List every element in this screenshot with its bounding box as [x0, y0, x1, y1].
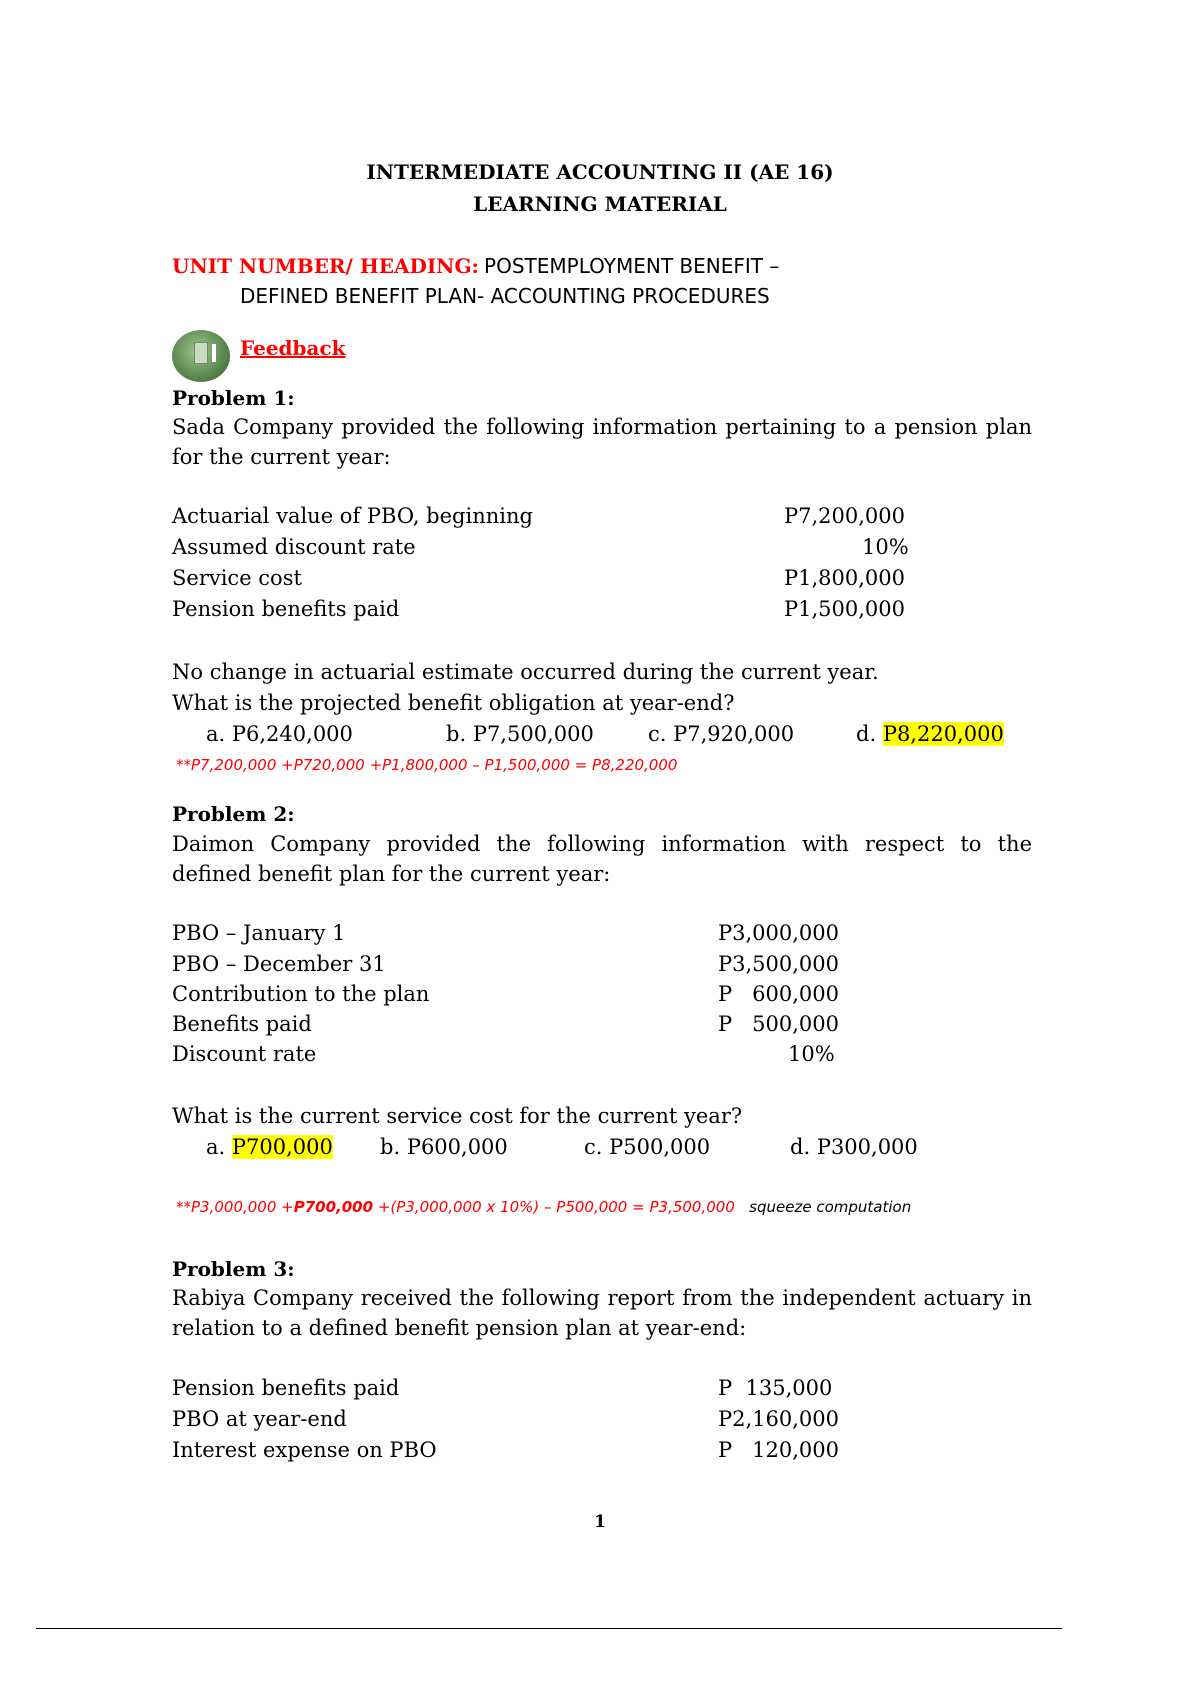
problem3-item-value: P 135,000 [718, 1376, 833, 1400]
problem2-intro: Daimon Company provided the following information with respect to the defined benefit plan for the current year: [172, 832, 1032, 886]
problem2-item-value: P 600,000 [718, 982, 839, 1006]
squeeze-note: squeeze computation [749, 1198, 912, 1216]
info-bar-icon [212, 344, 216, 362]
unit-heading [172, 254, 779, 278]
problem2-item-value: P3,500,000 [718, 952, 840, 976]
problem1-choice-c: c. P7,920,000 [648, 722, 795, 746]
unit-title-line2: DEFINED BENEFIT PLAN- ACCOUNTING PROCEDURES [240, 284, 770, 308]
problem2-item-value: 10% [788, 1042, 835, 1066]
problem1-item-label: Pension benefits paid [172, 597, 400, 621]
problem1-question: What is the projected benefit obligation at year-end? [172, 691, 735, 715]
problem1-item-label: Service cost [172, 566, 302, 590]
problem1-choice-a: a. P6,240,000 [206, 722, 353, 746]
feedback-icon [172, 330, 230, 382]
problem3-intro: Rabiya Company received the following report from the independent actuary in relation to a defined benefit pension plan at year-end: [172, 1286, 1032, 1340]
problem2-item-label: PBO – January 1 [172, 921, 346, 945]
problem2-choice-b: b. P600,000 [380, 1135, 508, 1159]
problem2-item-value: P 500,000 [718, 1012, 839, 1036]
problem2-item-value: P3,000,000 [718, 921, 840, 945]
problem1-solution: **P7,200,000 +P720,000 +P1,800,000 – P1,500,000 = P8,220,000 [176, 756, 678, 774]
problem2-choice-c: c. P500,000 [584, 1135, 711, 1159]
problem1-choice-d: d. P8,220,000 [856, 722, 1004, 746]
problem1-item-value: 10% [862, 535, 909, 559]
problem3-item-label: PBO at year-end [172, 1407, 347, 1431]
problem2-item-label: PBO – December 31 [172, 952, 386, 976]
problem2-item-label: Benefits paid [172, 1012, 312, 1036]
problem1-item-value: P1,800,000 [784, 566, 906, 590]
problem2-item-label: Discount rate [172, 1042, 317, 1066]
problem1-item-label: Actuarial value of PBO, beginning [172, 504, 533, 528]
problem2-heading: Problem 2: [172, 802, 295, 826]
problem1-note: No change in actuarial estimate occurred during the current year. [172, 660, 879, 684]
problem1-item-value: P1,500,000 [784, 597, 906, 621]
problem3-heading: Problem 3: [172, 1257, 295, 1281]
problem1-heading: Problem 1: [172, 386, 295, 410]
problem2-question: What is the current service cost for the current year? [172, 1104, 743, 1128]
problem2-item-label: Contribution to the plan [172, 982, 430, 1006]
problem1-item-value: P7,200,000 [784, 504, 906, 528]
problem1-intro: Sada Company provided the following information pertaining to a pension plan for the current year: [172, 415, 1032, 469]
correct-answer-highlight: P8,220,000 [882, 722, 1004, 746]
problem2-choice-d: d. P300,000 [790, 1135, 918, 1159]
page-number: 1 [594, 1512, 606, 1532]
unit-title-line1: POSTEMPLOYMENT BENEFIT – [484, 254, 780, 278]
problem1-choice-b: b. P7,500,000 [446, 722, 594, 746]
footer-divider [36, 1628, 1062, 1629]
correct-answer-highlight: P700,000 [231, 1135, 333, 1159]
document-icon [194, 342, 208, 364]
problem3-item-label: Pension benefits paid [172, 1376, 400, 1400]
problem3-item-label: Interest expense on PBO [172, 1438, 437, 1462]
unit-label: UNIT NUMBER/ HEADING: [172, 254, 479, 278]
document-title: INTERMEDIATE ACCOUNTING II (AE 16) [366, 160, 834, 184]
document-subtitle: LEARNING MATERIAL [473, 192, 727, 216]
problem2-solution: **P3,000,000 +P700,000 +(P3,000,000 x 10%) – P500,000 = P3,500,000 squeeze computation [176, 1198, 912, 1216]
feedback-label: Feedback [240, 336, 346, 360]
problem3-item-value: P 120,000 [718, 1438, 839, 1462]
problem1-item-label: Assumed discount rate [172, 535, 416, 559]
problem3-item-value: P2,160,000 [718, 1407, 840, 1431]
problem2-choice-a: a. P700,000 [206, 1135, 333, 1159]
